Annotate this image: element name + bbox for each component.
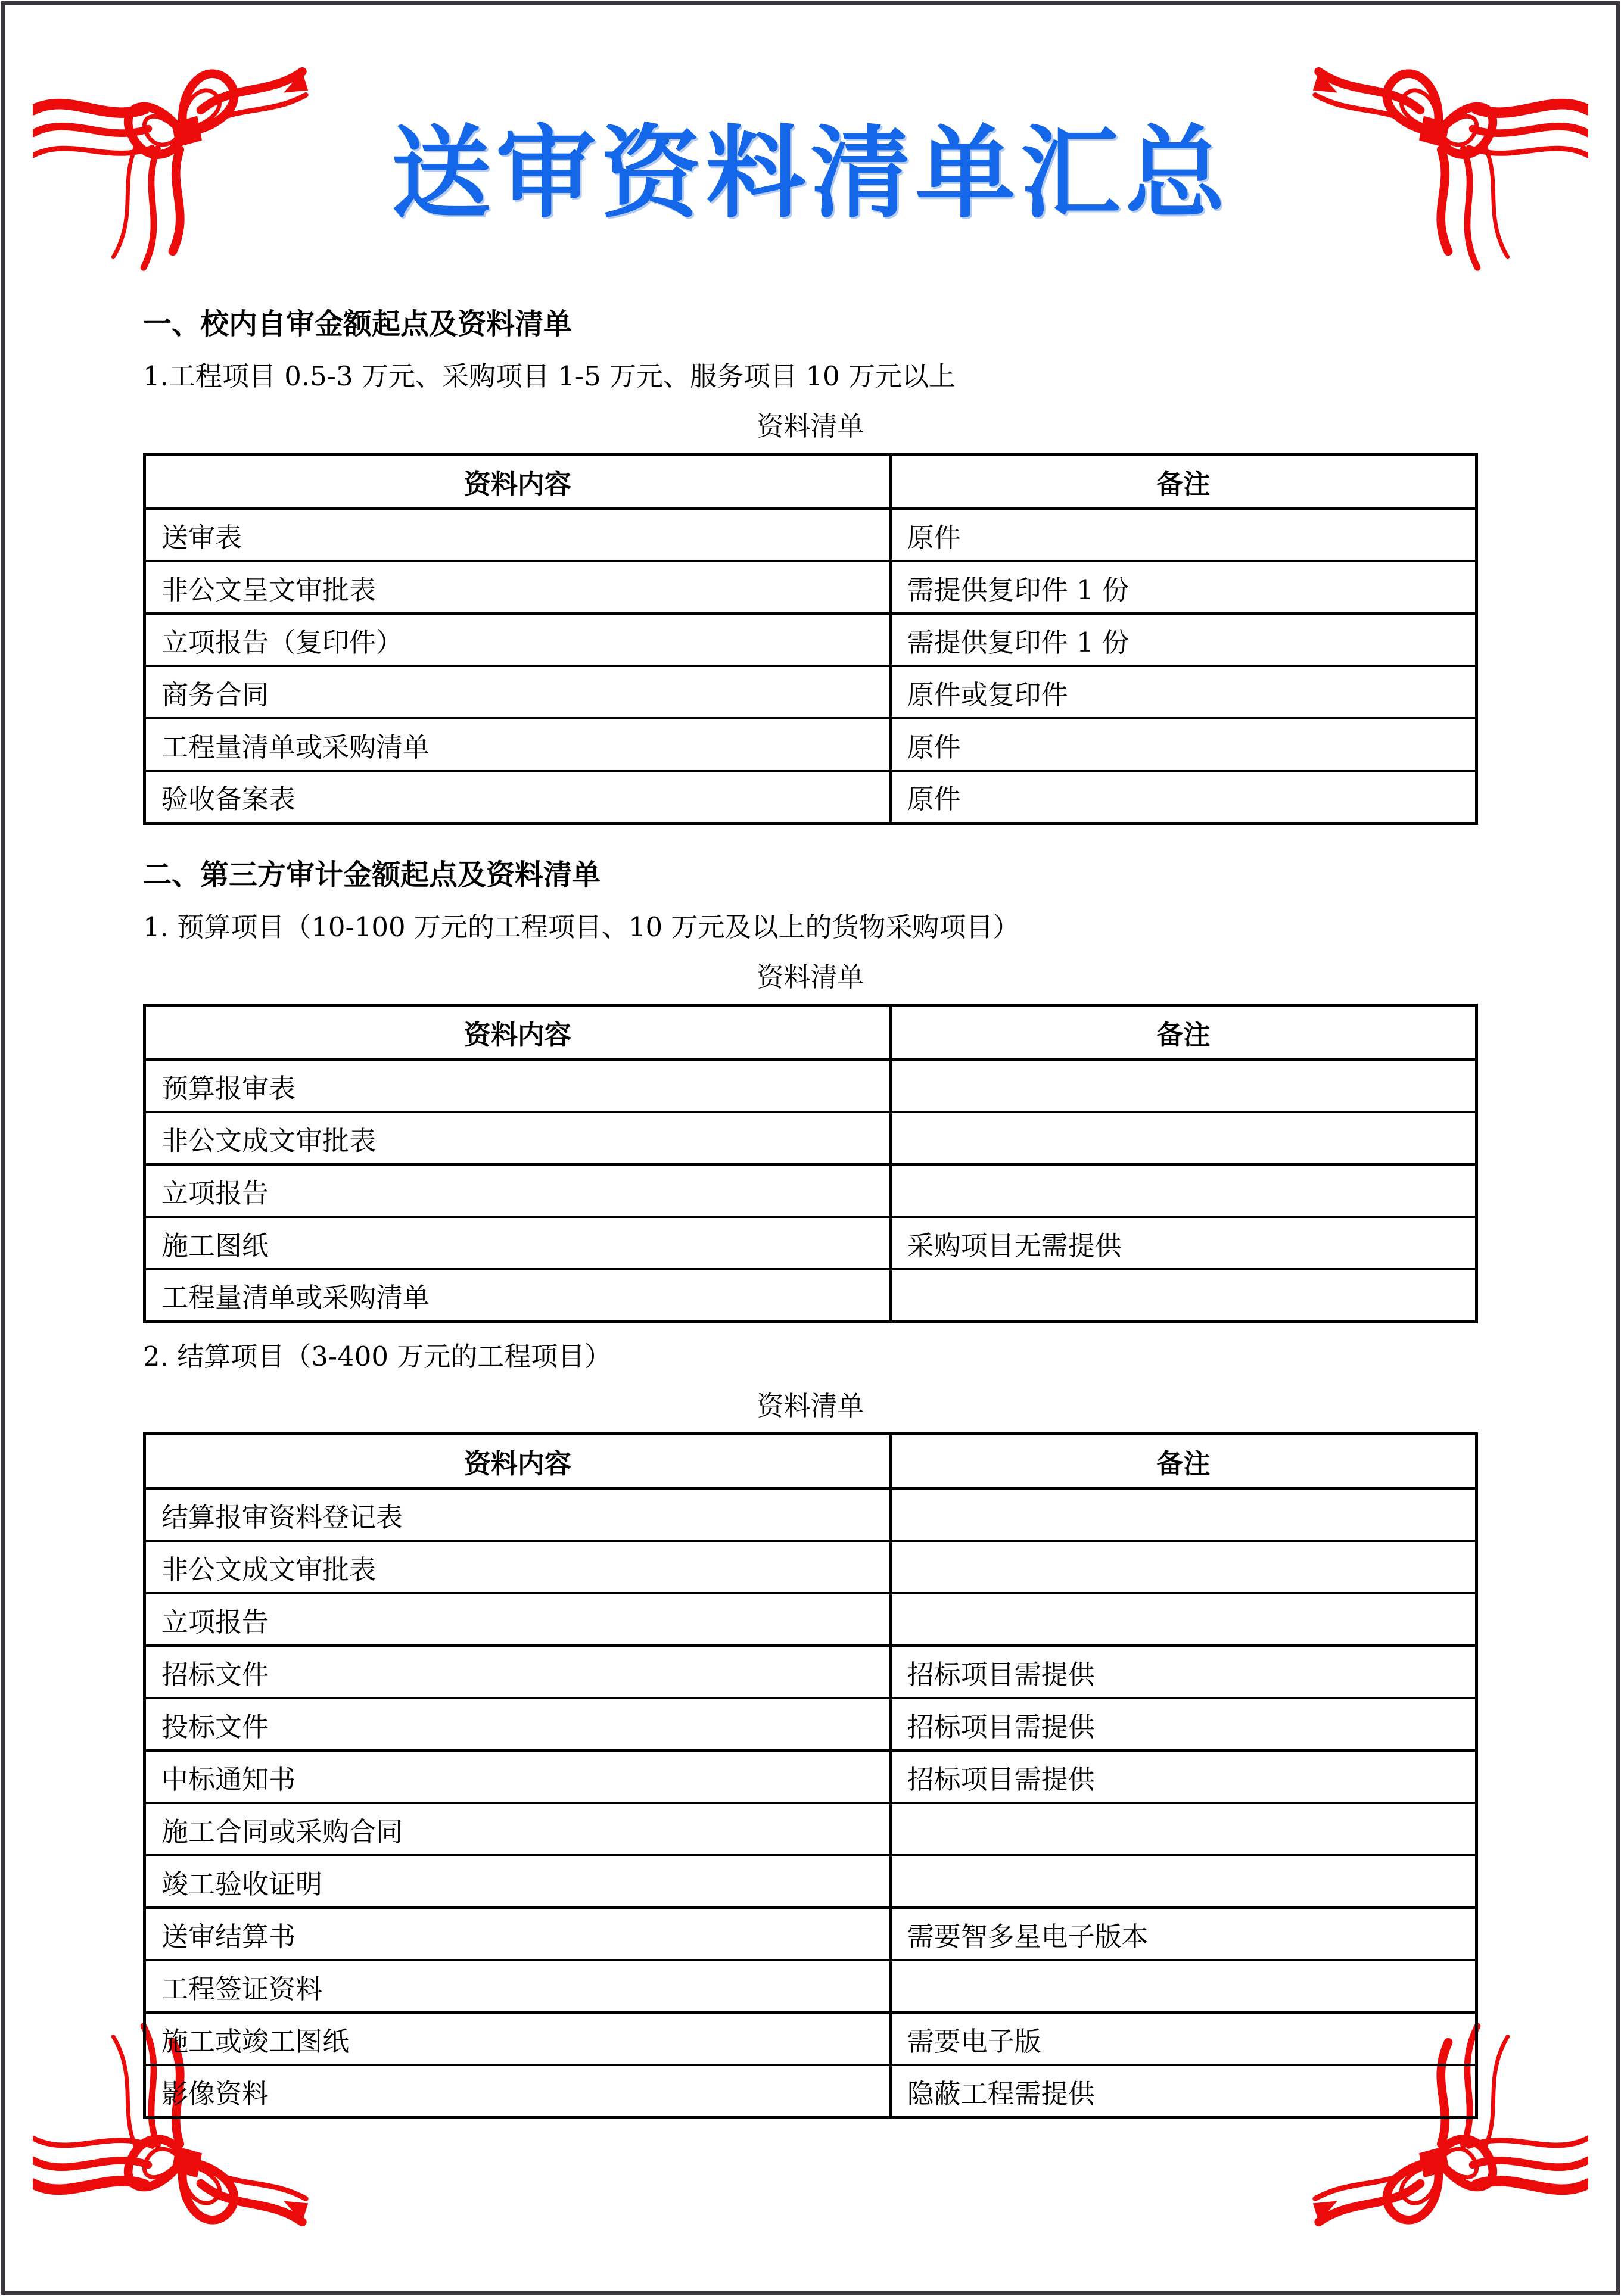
material-cell: 工程签证资料 xyxy=(145,1960,891,2012)
remark-cell: 招标项目需提供 xyxy=(891,1698,1477,1750)
material-cell: 非公文成文审批表 xyxy=(145,1541,891,1593)
table-row xyxy=(145,1269,1477,1322)
material-cell: 立项报告 xyxy=(145,1593,891,1646)
table-row xyxy=(145,1855,1477,1908)
sections xyxy=(143,305,1478,2119)
table-body xyxy=(145,1488,1477,2117)
remark-cell xyxy=(891,1593,1477,1646)
remark-cell: 需要智多星电子版本 xyxy=(891,1908,1477,1960)
material-cell: 验收备案表 xyxy=(145,771,891,823)
table-row xyxy=(145,771,1477,823)
table-row xyxy=(145,561,1477,613)
subsections xyxy=(143,359,1478,824)
material-cell: 工程量清单或采购清单 xyxy=(145,718,891,771)
table-row xyxy=(145,718,1477,771)
table-row xyxy=(145,1541,1477,1593)
table-row xyxy=(145,2065,1477,2117)
table-caption: 资料清单 xyxy=(757,410,864,443)
remark-cell xyxy=(891,1541,1477,1593)
table-row xyxy=(145,1698,1477,1750)
material-cell: 施工图纸 xyxy=(145,1217,891,1269)
material-cell: 送审表 xyxy=(145,509,891,561)
material-cell: 竣工验收证明 xyxy=(145,1855,891,1908)
materials-table xyxy=(143,1432,1478,2119)
material-cell: 工程量清单或采购清单 xyxy=(145,1269,891,1322)
remark-cell: 原件 xyxy=(891,771,1477,823)
material-cell: 送审结算书 xyxy=(145,1908,891,1960)
section-heading: 二、第三方审计金额起点及资料清单 xyxy=(143,858,601,892)
column-header: 备注 xyxy=(891,1434,1477,1488)
table-caption: 资料清单 xyxy=(757,961,864,993)
materials-table xyxy=(143,453,1478,825)
column-header: 资料内容 xyxy=(145,1005,891,1060)
remark-cell xyxy=(891,1855,1477,1908)
remark-cell: 需要电子版 xyxy=(891,2012,1477,2065)
remark-cell xyxy=(891,1488,1477,1541)
material-cell: 非公文呈文审批表 xyxy=(145,561,891,613)
table-row xyxy=(145,1060,1477,1112)
remark-cell: 隐蔽工程需提供 xyxy=(891,2065,1477,2117)
remark-cell xyxy=(891,1164,1477,1217)
remark-cell: 采购项目无需提供 xyxy=(891,1217,1477,1269)
remark-cell: 招标项目需提供 xyxy=(891,1750,1477,1803)
subsection xyxy=(143,909,1478,1323)
remark-cell: 招标项目需提供 xyxy=(891,1646,1477,1698)
material-cell: 中标通知书 xyxy=(145,1750,891,1803)
remark-cell xyxy=(891,1060,1477,1112)
table-row xyxy=(145,1217,1477,1269)
subsection-intro: 2. 结算项目（3-400 万元的工程项目） xyxy=(143,1340,612,1372)
remark-cell xyxy=(891,1269,1477,1322)
remark-cell: 原件或复印件 xyxy=(891,666,1477,718)
table-row xyxy=(145,1750,1477,1803)
subsection xyxy=(143,1339,1478,2119)
section xyxy=(143,856,1478,2119)
table-row xyxy=(145,1803,1477,1855)
table-body xyxy=(145,509,1477,823)
materials-table xyxy=(143,1004,1478,1323)
material-cell: 商务合同 xyxy=(145,666,891,718)
table-row xyxy=(145,509,1477,561)
material-cell: 影像资料 xyxy=(145,2065,891,2117)
table-row xyxy=(145,1593,1477,1646)
table-row xyxy=(145,1646,1477,1698)
section xyxy=(143,305,1478,825)
table-row xyxy=(145,2012,1477,2065)
material-cell: 立项报告（复印件） xyxy=(145,613,891,666)
remark-cell: 需提供复印件 1 份 xyxy=(891,561,1477,613)
column-header: 资料内容 xyxy=(145,454,891,509)
table-row xyxy=(145,1488,1477,1541)
subsection-intro: 1.工程项目 0.5-3 万元、采购项目 1-5 万元、服务项目 10 万元以上 xyxy=(143,360,956,392)
subsections xyxy=(143,909,1478,2119)
remark-cell: 原件 xyxy=(891,718,1477,771)
material-cell: 立项报告 xyxy=(145,1164,891,1217)
table-row xyxy=(145,1908,1477,1960)
table-row xyxy=(145,1112,1477,1164)
table-row xyxy=(145,1164,1477,1217)
table-caption: 资料清单 xyxy=(757,1390,864,1422)
remark-cell xyxy=(891,1960,1477,2012)
material-cell: 结算报审资料登记表 xyxy=(145,1488,891,1541)
remark-cell xyxy=(891,1112,1477,1164)
material-cell: 非公文成文审批表 xyxy=(145,1112,891,1164)
column-header: 备注 xyxy=(891,454,1477,509)
remark-cell xyxy=(891,1803,1477,1855)
table-header-row xyxy=(145,454,1477,509)
table-row xyxy=(145,613,1477,666)
remark-cell: 原件 xyxy=(891,509,1477,561)
section-heading: 一、校内自审金额起点及资料清单 xyxy=(143,307,573,341)
table-row xyxy=(145,666,1477,718)
remark-cell: 需提供复印件 1 份 xyxy=(891,613,1477,666)
table-header-row xyxy=(145,1434,1477,1488)
table-body xyxy=(145,1060,1477,1322)
material-cell: 投标文件 xyxy=(145,1698,891,1750)
column-header: 资料内容 xyxy=(145,1434,891,1488)
table-row xyxy=(145,1960,1477,2012)
material-cell: 招标文件 xyxy=(145,1646,891,1698)
material-cell: 施工或竣工图纸 xyxy=(145,2012,891,2065)
subsection xyxy=(143,359,1478,824)
table-header-row xyxy=(145,1005,1477,1060)
material-cell: 施工合同或采购合同 xyxy=(145,1803,891,1855)
document-content xyxy=(0,113,1621,2119)
column-header: 备注 xyxy=(891,1005,1477,1060)
page-title: 送审资料清单汇总 xyxy=(391,114,1230,232)
material-cell: 预算报审表 xyxy=(145,1060,891,1112)
subsection-intro: 1. 预算项目（10-100 万元的工程项目、10 万元及以上的货物采购项目） xyxy=(143,911,1020,943)
